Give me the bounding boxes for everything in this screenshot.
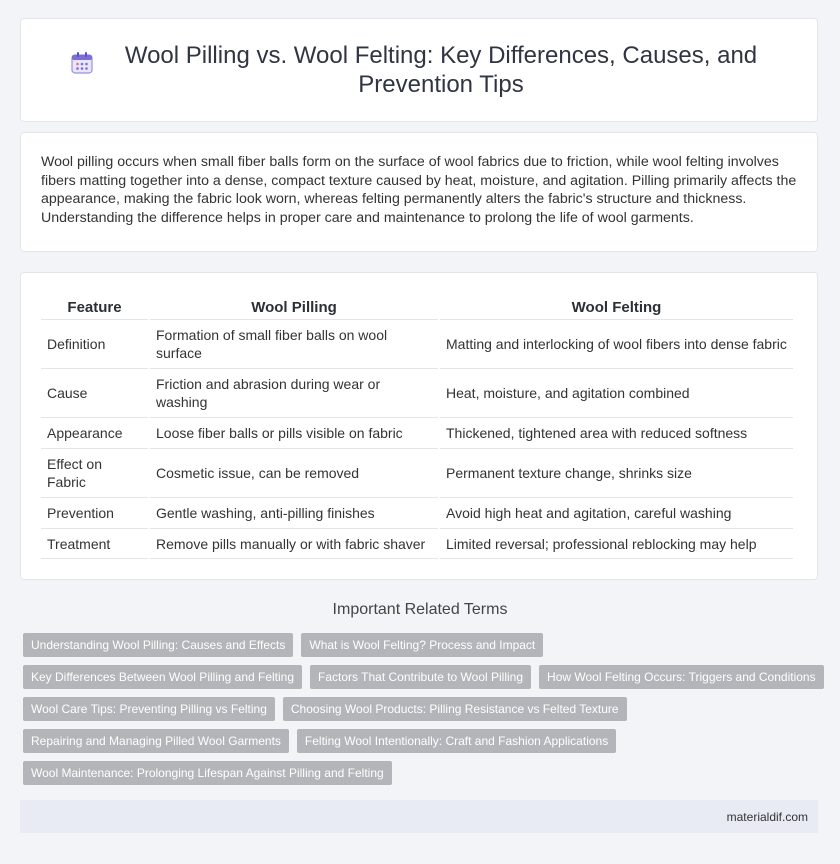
table-header-row <box>41 295 793 319</box>
related-term-tag[interactable]: Felting Wool Intentionally: Craft and Fashion Applications <box>297 729 616 753</box>
table-row <box>41 448 793 497</box>
table-cell-felting: Limited reversal; professional reblocking may help <box>440 528 793 559</box>
header-feature: Feature <box>67 299 122 316</box>
related-term-tag[interactable]: Wool Maintenance: Prolonging Lifespan Against Pilling and Felting <box>23 761 392 785</box>
table-cell-felting: Matting and interlocking of wool fibers into dense fabric <box>440 319 793 368</box>
table-cell-pilling: Cosmetic issue, can be removed <box>150 448 438 497</box>
table-cell-feature: Effect on Fabric <box>41 448 148 497</box>
table-cell-feature: Appearance <box>41 417 148 448</box>
table-row <box>41 497 793 528</box>
related-term-tag[interactable]: Wool Care Tips: Preventing Pilling vs Felting <box>23 697 275 721</box>
table-cell-feature: Cause <box>41 368 148 417</box>
table-cell-felting: Thickened, tightened area with reduced softness <box>440 417 793 448</box>
comparison-table-card <box>20 272 818 580</box>
table-cell-feature: Prevention <box>41 497 148 528</box>
title-card <box>20 18 818 122</box>
related-term-tag[interactable]: Key Differences Between Wool Pilling and Felting <box>23 665 302 689</box>
table-cell-felting: Heat, moisture, and agitation combined <box>440 368 793 417</box>
related-term-tag[interactable]: How Wool Felting Occurs: Triggers and Conditions <box>539 665 824 689</box>
footer <box>20 800 818 833</box>
tag-row <box>23 633 823 657</box>
intro-card <box>20 132 818 252</box>
comparison-table <box>39 295 795 559</box>
table-cell-pilling: Formation of small fiber balls on wool surface <box>150 319 438 368</box>
table-row <box>41 368 793 417</box>
tag-row <box>23 665 823 689</box>
related-term-tag[interactable]: Factors That Contribute to Wool Pilling <box>310 665 531 689</box>
related-term-tag[interactable]: What is Wool Felting? Process and Impact <box>301 633 543 657</box>
intro-text: Wool pilling occurs when small fiber balls form on the surface of wool fabrics due to friction, while wool felting involves fibers matting together into a dense, compact texture caused by heat, moisture, and agitation. Pilling primarily affects the appearance, making the fabric look worn, whereas felting permanently alters the fabric's structure and thickness. Understanding the difference helps in proper care and maintenance to prolong the life of wool garments. <box>41 154 797 226</box>
table-cell-feature: Treatment <box>41 528 148 559</box>
related-terms-list <box>23 633 823 793</box>
tag-row <box>23 697 823 721</box>
related-term-tag[interactable]: Repairing and Managing Pilled Wool Garments <box>23 729 289 753</box>
table-cell-felting: Permanent texture change, shrinks size <box>440 448 793 497</box>
related-term-tag[interactable]: Choosing Wool Products: Pilling Resistance vs Felted Texture <box>283 697 627 721</box>
table-cell-pilling: Loose fiber balls or pills visible on fabric <box>150 417 438 448</box>
table-cell-pilling: Gentle washing, anti-pilling finishes <box>150 497 438 528</box>
header-wool-felting: Wool Felting <box>571 299 662 316</box>
table-cell-pilling: Friction and abrasion during wear or washing <box>150 368 438 417</box>
table-cell-feature: Definition <box>41 319 148 368</box>
related-term-tag[interactable]: Understanding Wool Pilling: Causes and Effects <box>23 633 293 657</box>
title-wrap <box>69 41 769 99</box>
tag-row <box>23 761 823 785</box>
table-row <box>41 528 793 559</box>
table-cell-pilling: Remove pills manually or with fabric shaver <box>150 528 438 559</box>
calendar-icon <box>69 50 95 76</box>
tag-row <box>23 729 823 753</box>
table-cell-felting: Avoid high heat and agitation, careful washing <box>440 497 793 528</box>
table-row <box>41 319 793 368</box>
page-title: Wool Pilling vs. Wool Felting: Key Differences, Causes, and Prevention Tips <box>124 42 758 98</box>
footer-site-name[interactable]: materialdif.com <box>726 809 808 824</box>
related-terms-title: Important Related Terms <box>332 601 508 618</box>
header-wool-pilling: Wool Pilling <box>251 299 337 316</box>
table-row <box>41 417 793 448</box>
